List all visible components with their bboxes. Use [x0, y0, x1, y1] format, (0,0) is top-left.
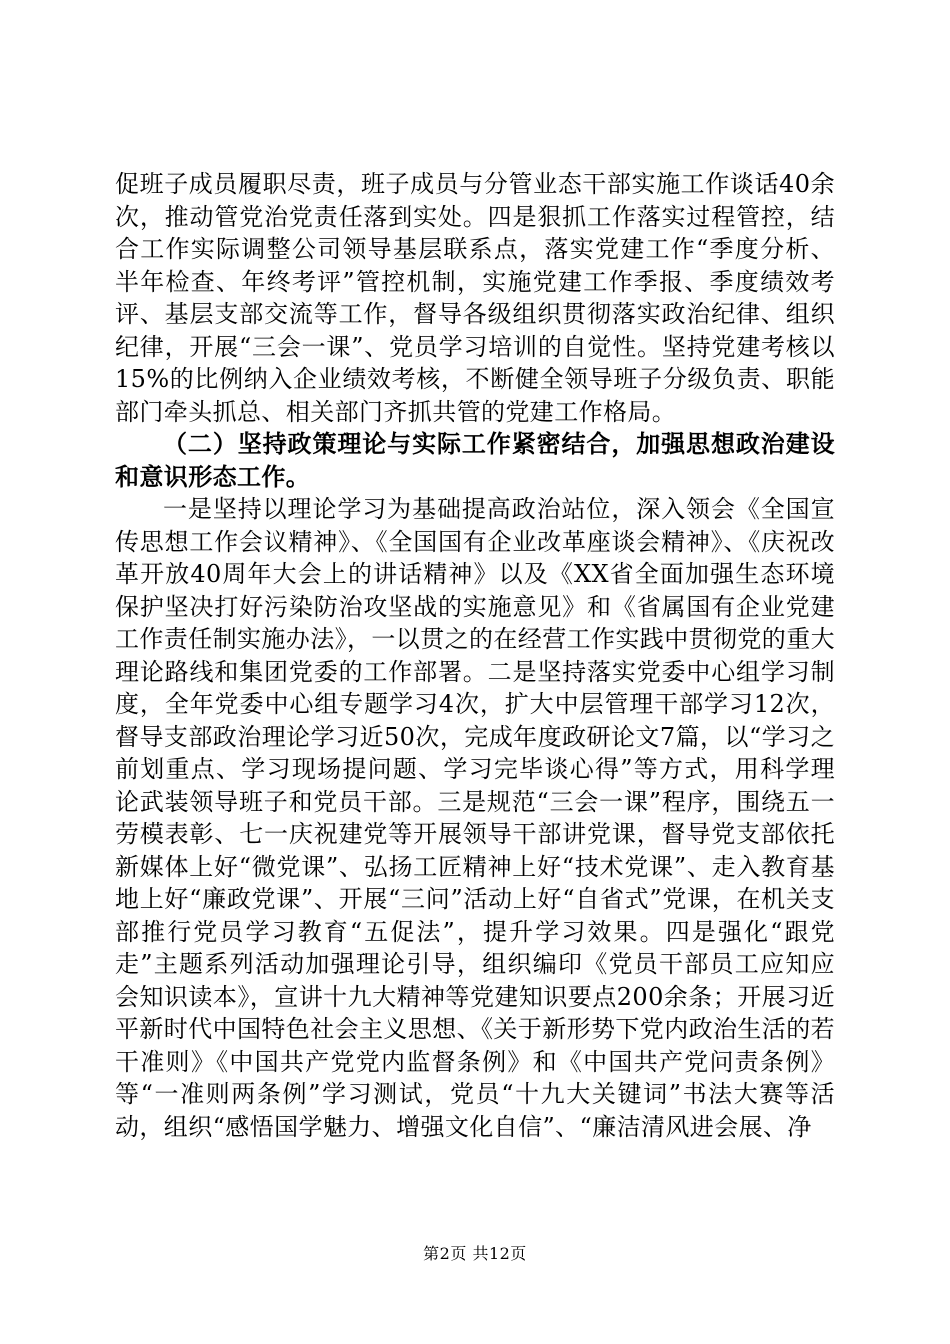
section-heading: （二）坚持政策理论与实际工作紧密结合，加强思想政治建设和意识形态工作。 [115, 430, 835, 491]
page-footer: 第2页 共12页 [423, 1244, 527, 1263]
document-body [115, 168, 835, 1143]
body-paragraph-continued: 促班子成员履职尽责，班子成员与分管业态干部实施工作谈话40余次，推动管党治党责任落到实处。四是狠抓工作落实过程管控，结合工作实际调整公司领导基层联系点，落实党建工作“季度分析、半年检查、年终考评”管控机制，实施党建工作季报、季度绩效考评、基层支部交流等工作，督导各级组织贯彻落实政治纪律、组织纪律，开展“三会一课”、党员学习培训的自觉性。坚持党建考核以15%的比例纳入企业绩效考核，不断健全领导班子分级负责、职能部门牵头抓总、相关部门齐抓共管的党建工作格局。 [115, 170, 835, 426]
body-paragraph: 一是坚持以理论学习为基础提高政治站位，深入领会《全国宣传思想工作会议精神》、《全国国有企业改革座谈会精神》、《庆祝改革开放40周年大会上的讲话精神》以及《XX省全面加强生态环境保护坚决打好污染防治攻坚战的实施意见》和《省属国有企业党建工作责任制实施办法》，一以贯之的在经营工作实践中贯彻党的重大理论路线和集团党委的工作部署。二是坚持落实党委中心组学习制度，全年党委中心组专题学习4次，扩大中层管理干部学习12次，督导支部政治理论学习近50次，完成年度政研论文7篇，以“学习之前划重点、学习现场提问题、学习完毕谈心得”等方式，用科学理论武装领导班子和党员干部。三是规范“三会一课”程序，围绕五一劳模表彰、七一庆祝建党等开展领导干部讲党课，督导党支部依托新媒体上好“微党课”、弘扬工匠精神上好“技术党课”、走入教育基地上好“廉政党课”、开展“三问”活动上好“自省式”党课，在机关支部推行党员学习教育“五促法”，提升学习效果。四是强化“跟党走”主题系列活动加强理论引导，组织编印《党员干部员工应知应会知识读本》，宣讲十九大精神等党建知识要点200余条；开展习近平新时代中国特色社会主义思想、《关于新形势下党内政治生活的若干准则》《中国共产党党内监督条例》和《中国共产党问责条例》等“一准则两条例”学习测试，党员“十九大关键词”书法大赛等活动，组织“感悟国学魅力、增强文化自信”、“廉洁清风进会展、净 [115, 495, 835, 1141]
